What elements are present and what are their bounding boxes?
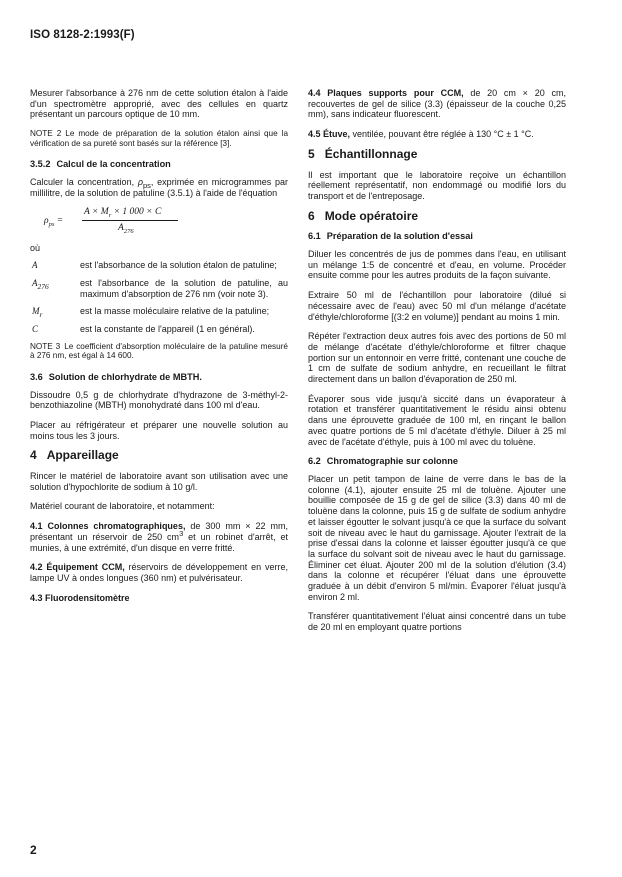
definition-text: est la constante de l'appareil (1 en général). — [80, 323, 255, 334]
section-number: 5 — [308, 146, 315, 161]
item-heading: 4.3 Fluorodensitomètre — [30, 592, 130, 603]
definition-text: est l'absorbance de la solution de patuline, au maximum d'absorption de 276 nm (voir note 3). — [80, 277, 288, 299]
item-4-2 — [30, 562, 288, 583]
numerator-part: × 1 000 × C — [111, 207, 162, 218]
paragraph-repeat: Répéter l'extraction deux autres fois avec des portions de 50 ml de mélange d'acétate d'éthyle/chloroforme et filtrer chaque portion sur un entonnoir en verre fritté, contenant une couche de 1 cm de sulfate de sodium anhydre, en recueillant le filtrat directement dans un ballon d'évaporation de 250 ml. — [308, 331, 566, 385]
section-number: 3.6 — [30, 371, 43, 382]
paragraph-dilute: Diluer les concentrés de jus de pommes dans l'eau, en utilisant un mélange 1:5 de concentré et d'eau, en volume. Procéder ensuite comme pour les autres produits de la façon suivante. — [308, 249, 566, 281]
symbol-letter: A — [32, 277, 38, 288]
item-text: réservoirs de développement en verre, lampe UV à ondes longues (360 nm) et pulvérisateur. — [30, 562, 288, 583]
item-4-4 — [308, 88, 566, 120]
paragraph-equipment: Matériel courant de laboratoire, et notamment: — [30, 501, 215, 512]
item-text: de 300 mm × 22 mm, présentant un réservoir de 250 cm — [30, 521, 288, 542]
left-column — [30, 88, 288, 612]
definition-text: est l'absorbance de la solution étalon de patuline; — [80, 260, 277, 271]
item-4-1 — [30, 521, 288, 553]
equation-lhs — [44, 216, 63, 227]
numerator-subscript: r — [108, 212, 112, 220]
paragraph-transfer: Transférer quantitativement l'éluat ainsi concentré dans un tube de 20 ml en employant quatre portions — [308, 611, 566, 633]
item-4-3 — [30, 593, 288, 604]
note-text: Le coefficient d'absorption moléculaire de la patuline mesuré à 276 nm, est égal à 14 600. — [30, 341, 288, 361]
definition-a — [30, 260, 288, 271]
section-heading-5 — [308, 146, 566, 161]
fraction-bar — [82, 220, 178, 221]
paragraph-calculate — [30, 177, 288, 198]
section-number: 6.1 — [308, 231, 321, 242]
symbol-subscript: r — [39, 310, 43, 320]
section-number: 6 — [308, 208, 315, 223]
numerator-part: A × M — [84, 207, 109, 218]
item-text: de 20 cm × 20 cm, recouvertes de gel de silice (3.3) (épaisseur de la couche 0,25 mm), sans indicateur fluorescent. — [308, 88, 566, 120]
where-label: où — [30, 243, 41, 254]
paragraph-evaporate: Évaporer sous vide jusqu'à siccité dans un évaporateur à rotation et transférer quantitativement le résidu ainsi obtenu dans une éprouvette graduée de 100 ml, en rinçant le ballon avec quatre portions de 5 ml d'acétate d'éthyle. Diluer à 25 ml avec de l'acétate d'éthyle, puis à 100 ml avec du toluène. — [308, 393, 566, 447]
section-heading-4 — [30, 450, 288, 461]
definition-symbol — [30, 278, 80, 299]
section-title: Calcul de la concentration — [56, 159, 171, 170]
denominator-subscript: 276 — [123, 228, 134, 236]
definition-text: est la masse moléculaire relative de la patuline; — [80, 306, 270, 317]
symbol-subscript: ps — [143, 180, 151, 190]
definition-symbol: A — [32, 260, 38, 271]
paragraph-refrigerate: Placer au réfrigérateur et préparer une nouvelle solution au moins tous les 3 jours. — [30, 419, 288, 441]
equation-symbol: ρ — [44, 216, 49, 227]
symbol-rho: ρ — [137, 177, 143, 187]
equation-equals: = — [54, 216, 64, 227]
section-title: Solution de chlorhydrate de MBTH. — [48, 371, 202, 382]
section-title: Appareillage — [46, 448, 119, 463]
paragraph-dissolve: Dissoudre 0,5 g de chlorhydrate d'hydrazone de 3-méthyl-2-benzothiazoline (MBTH) monohydraté dans 100 ml d'eau. — [30, 389, 288, 411]
definition-a276 — [30, 278, 288, 299]
paragraph-column: Placer un petit tampon de laine de verre dans le bas de la colonne (4.1), ajouter ensuite 25 ml de toluène. Ajouter une bouillie composée de 15 g de gel de silice (3.3) dans 40 ml de toluène dans la colonne, puis 15 g de sulfate de sodium anhydre et laisser égoutter le solvant jusqu'à ce que la surface du solvant soit de niveau avec le haut du garnissage. Ajouter l'extrait de la prise d'essai dans la colonne et laisser égoutter jusqu'à ce que la surface du solvant soit de niveau avec le haut du garnissage. Éliminer cet éluat. Ajouter 200 ml de la solution d'élution (3.4) dans la colonne et récupérer l'éluat dans une éprouvette graduée à un débit d'environ 5 ml/min. Évaporer l'éluat jusqu'à environ 2 ml. — [308, 473, 566, 602]
section-title: Mode opératoire — [324, 208, 419, 223]
item-text: et un robinet d'arrêt, et munies, à une extrémité, d'un disque en verre fritté. — [30, 531, 288, 553]
text-run: , exprimée en microgrammes par millilitre, de la solution de patuline (3.5.1) à l'aide de l'équation — [30, 177, 289, 198]
section-title: Préparation de la solution d'essai — [326, 231, 473, 242]
note-label: NOTE 3 — [30, 341, 61, 351]
note-text: Le mode de préparation de la solution étalon ainsi que la vérification de sa pureté sont basés sur la référence [3]. — [30, 129, 288, 148]
section-number: 3.5.2 — [30, 159, 51, 170]
section-title: Échantillonnage — [324, 146, 418, 161]
paragraph-rinse: Rincer le matériel de laboratoire avant son utilisation avec une solution d'hypochlorite de sodium à 10 g/l. — [30, 471, 288, 492]
item-4-5 — [308, 129, 566, 140]
item-text: ventilée, pouvant être réglée à 130 °C ± 1 °C. — [350, 129, 534, 140]
right-column — [308, 88, 566, 642]
definition-symbol: C — [32, 323, 39, 334]
equation — [44, 207, 288, 237]
note-2 — [30, 129, 288, 148]
equation-subscript: ps — [48, 221, 55, 229]
section-number: 6.2 — [308, 456, 321, 467]
page-number: 2 — [30, 843, 37, 857]
definition-c — [30, 324, 288, 335]
text-run: Calculer la concentration, — [30, 177, 138, 187]
section-heading-3-5-2 — [30, 159, 288, 170]
note-3 — [30, 342, 288, 361]
paragraph-absorbance: Mesurer l'absorbance à 276 nm de cette solution étalon à l'aide d'un spectromètre approprié, avec des cellules en quartz présentant un parcours optique de 10 mm. — [30, 88, 288, 120]
document-header: ISO 8128-2:1993(F) — [30, 29, 135, 41]
item-heading: 4.5 Étuve, — [308, 129, 351, 140]
definition-symbol — [30, 306, 80, 320]
definition-mr — [30, 306, 288, 320]
note-label: NOTE 2 — [30, 129, 62, 139]
section-heading-6 — [308, 208, 566, 223]
equation-numerator — [84, 207, 161, 218]
section-number: 4 — [30, 448, 37, 463]
denominator-symbol: A — [118, 223, 124, 234]
unit-superscript: 3 — [179, 528, 184, 538]
item-heading: 4.4 Plaques supports pour CCM, — [308, 88, 464, 98]
section-title: Chromatographie sur colonne — [326, 456, 458, 467]
symbol-subscript: 276 — [37, 281, 49, 291]
item-heading: 4.2 Équipement CCM, — [30, 562, 125, 573]
paragraph-sampling: Il est important que le laboratoire reçoive un échantillon réellement représentatif, non endommagé ou modifié lors du transport et de l'entreposage. — [308, 169, 566, 201]
section-heading-3-6 — [30, 372, 288, 383]
section-heading-6-1 — [308, 231, 566, 242]
paragraph-extract: Extraire 50 ml de l'échantillon pour laboratoire (dilué si nécessaire avec de l'eau) avec 50 ml d'un mélange d'acétate d'éthyle/chloroforme [(3:2 en volume)] pendant au moins 1 min. — [308, 290, 566, 322]
symbol-letter: M — [32, 306, 40, 317]
equation-denominator — [118, 223, 134, 234]
section-heading-6-2 — [308, 456, 566, 467]
item-heading: 4.1 Colonnes chromatographiques, — [30, 521, 186, 532]
